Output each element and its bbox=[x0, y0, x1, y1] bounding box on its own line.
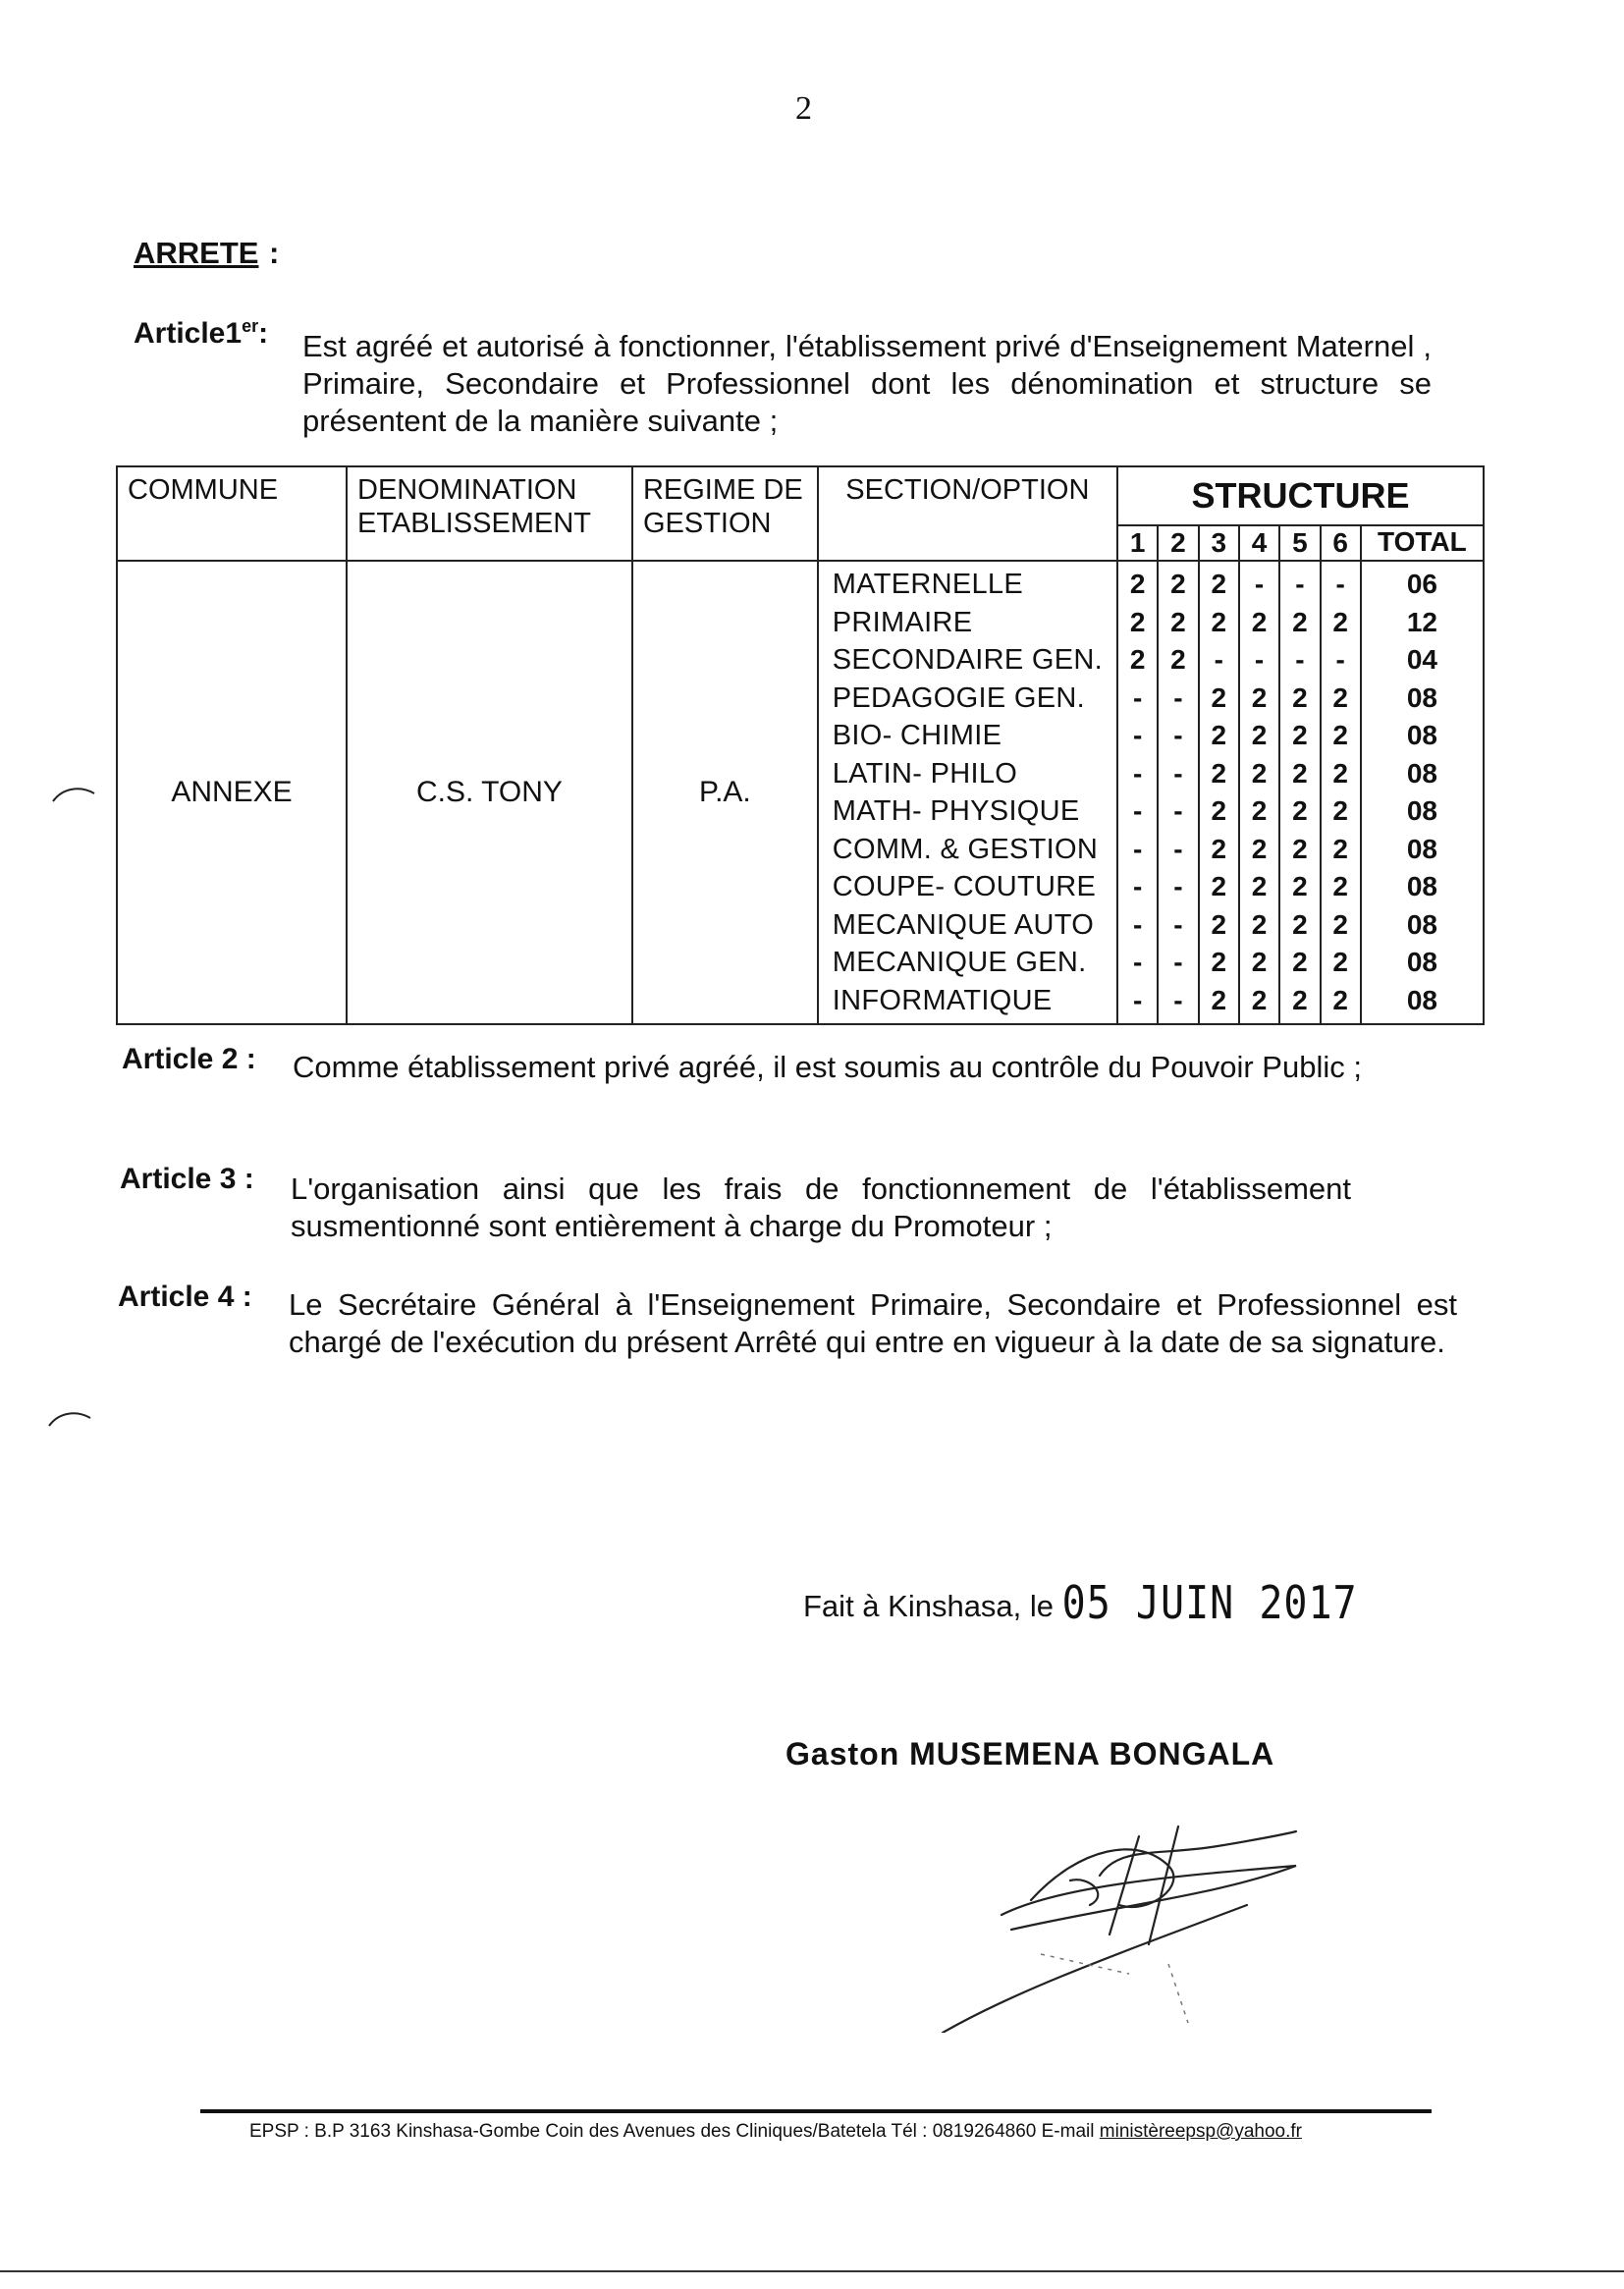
year-6-value: - bbox=[1335, 569, 1345, 599]
year-6-value: 2 bbox=[1332, 681, 1348, 713]
year-5-value: 2 bbox=[1292, 720, 1308, 750]
year-1-value: - bbox=[1132, 947, 1143, 977]
year-6-value: 2 bbox=[1332, 947, 1348, 977]
page-bottom-edge bbox=[0, 2270, 1624, 2272]
year-3-column bbox=[1199, 561, 1239, 1024]
page-number: 2 bbox=[795, 90, 812, 127]
year-6-value: 2 bbox=[1332, 757, 1348, 789]
header-section-option: SECTION/OPTION bbox=[818, 466, 1117, 561]
year-2-column bbox=[1158, 561, 1198, 1024]
year-5-value: 2 bbox=[1292, 757, 1308, 789]
year-1-value: 2 bbox=[1129, 569, 1146, 599]
year-4-value: 2 bbox=[1251, 795, 1268, 826]
total-value: 08 bbox=[1406, 720, 1437, 750]
year-2-value: 2 bbox=[1170, 569, 1186, 599]
section-option-item: INFORMATIQUE bbox=[832, 984, 1053, 1016]
year-1-value: - bbox=[1132, 681, 1143, 713]
article-4-text: Le Secrétaire Général à l'Enseignement Primaire, Secondaire et Professionnel est chargé de l'exécution du présent Arrêté qui entre en vigueur à la date de sa signature. bbox=[289, 1287, 1457, 1359]
header-year-6: 6 bbox=[1321, 525, 1361, 561]
year-4-value: 2 bbox=[1251, 947, 1268, 977]
section-option-item: PEDAGOGIE GEN. bbox=[832, 681, 1085, 714]
year-2-value: - bbox=[1173, 984, 1183, 1015]
footer bbox=[249, 2121, 1302, 2143]
article-1-text: Est agréé et autorisé à fonctionner, l'établissement privé d'Enseignement Maternel , Primaire, Secondaire et Professionnel dont les dénomination et structure se présentent de la manière suivante ; bbox=[302, 329, 1432, 438]
year-6-value: 2 bbox=[1332, 908, 1348, 940]
article-3-label: Article 3 : bbox=[120, 1163, 254, 1195]
article-1-label: Article1er: bbox=[134, 316, 269, 350]
total-value: 08 bbox=[1406, 947, 1437, 977]
margin-mark-top bbox=[51, 782, 96, 805]
year-3-value: 2 bbox=[1211, 833, 1227, 864]
year-4-value: - bbox=[1254, 644, 1265, 675]
closing-place-date bbox=[803, 1577, 1358, 1630]
year-1-value: - bbox=[1132, 833, 1143, 864]
year-3-value: 2 bbox=[1211, 720, 1227, 750]
section-option-item: SECONDAIRE GEN. bbox=[832, 644, 1103, 676]
margin-mark-bottom bbox=[47, 1406, 92, 1430]
year-5-value: 2 bbox=[1292, 947, 1308, 977]
header-regime: REGIME DE GESTION bbox=[632, 466, 818, 561]
year-2-value: - bbox=[1173, 833, 1183, 864]
year-2-value: - bbox=[1173, 947, 1183, 977]
arrete-heading: ARRETE bbox=[134, 236, 259, 270]
year-6-value: 2 bbox=[1332, 720, 1348, 750]
year-2-value: 2 bbox=[1170, 644, 1186, 675]
footer-email[interactable]: ministèreepsp@yahoo.fr bbox=[1099, 2121, 1302, 2142]
commune-cell: ANNEXE bbox=[117, 561, 347, 1024]
year-2-value: - bbox=[1173, 795, 1183, 826]
section-option-item: COMM. & GESTION bbox=[832, 833, 1099, 865]
article-2-text: Comme établissement privé agréé, il est soumis au contrôle du Pouvoir Public ; bbox=[293, 1050, 1362, 1084]
denomination-cell: C.S. TONY bbox=[347, 561, 632, 1024]
year-4-value: 2 bbox=[1251, 720, 1268, 750]
regime-cell: P.A. bbox=[632, 561, 818, 1024]
year-4-value: 2 bbox=[1251, 908, 1268, 940]
total-value: 08 bbox=[1406, 757, 1437, 789]
year-3-value: 2 bbox=[1211, 569, 1227, 599]
year-4-value: 2 bbox=[1251, 984, 1268, 1015]
year-5-value: 2 bbox=[1292, 984, 1308, 1015]
year-4-column bbox=[1239, 561, 1279, 1024]
year-6-value: 2 bbox=[1332, 606, 1348, 637]
year-5-value: 2 bbox=[1292, 833, 1308, 864]
section-option-item: MECANIQUE GEN. bbox=[832, 947, 1087, 978]
article-2-label: Article 2 : bbox=[122, 1043, 256, 1075]
year-2-value: - bbox=[1173, 908, 1183, 940]
total-value: 12 bbox=[1406, 606, 1437, 637]
year-4-value: 2 bbox=[1251, 681, 1268, 713]
article-3-text: L'organisation ainsi que les frais de fonctionnement de l'établissement susmentionné sont entièrement à charge du Promoteur ; bbox=[291, 1172, 1351, 1243]
year-3-value: 2 bbox=[1211, 795, 1227, 826]
signature-image bbox=[923, 1807, 1335, 2038]
article-4-label: Article 4 : bbox=[118, 1281, 252, 1313]
closing-place: Fait à Kinshasa, le bbox=[803, 1589, 1055, 1623]
year-1-value: - bbox=[1132, 871, 1143, 901]
total-value: 08 bbox=[1406, 795, 1437, 826]
header-year-4: 4 bbox=[1239, 525, 1279, 561]
year-6-value: 2 bbox=[1332, 984, 1348, 1015]
section-option-item: MATERNELLE bbox=[832, 569, 1023, 600]
year-6-value: - bbox=[1335, 644, 1345, 675]
year-3-value: 2 bbox=[1211, 757, 1227, 789]
year-4-value: 2 bbox=[1251, 871, 1268, 901]
total-value: 08 bbox=[1406, 681, 1437, 713]
header-structure: STRUCTURE bbox=[1117, 466, 1484, 525]
arrete-colon: : bbox=[269, 236, 280, 270]
year-1-value: - bbox=[1132, 757, 1143, 789]
section-option-item: LATIN- PHILO bbox=[832, 757, 1018, 790]
total-value: 06 bbox=[1406, 569, 1437, 599]
section-option-item: BIO- CHIMIE bbox=[832, 720, 1002, 751]
year-5-value: 2 bbox=[1292, 795, 1308, 826]
section-option-item: MATH- PHYSIQUE bbox=[832, 795, 1080, 827]
year-2-value: - bbox=[1173, 757, 1183, 789]
year-5-column bbox=[1279, 561, 1320, 1024]
year-1-column bbox=[1117, 561, 1158, 1024]
year-4-value: 2 bbox=[1251, 757, 1268, 789]
date-stamp: 05 JUIN 2017 bbox=[1061, 1577, 1358, 1630]
header-year-5: 5 bbox=[1279, 525, 1320, 561]
year-6-value: 2 bbox=[1332, 795, 1348, 826]
year-3-value: 2 bbox=[1211, 871, 1227, 901]
footer-divider bbox=[200, 2109, 1432, 2113]
year-4-value: 2 bbox=[1251, 833, 1268, 864]
total-value: 08 bbox=[1406, 908, 1437, 940]
year-1-value: - bbox=[1132, 984, 1143, 1015]
header-year-3: 3 bbox=[1199, 525, 1239, 561]
year-5-value: 2 bbox=[1292, 606, 1308, 637]
total-value: 08 bbox=[1406, 984, 1437, 1015]
year-5-value: - bbox=[1295, 644, 1305, 675]
year-2-value: - bbox=[1173, 871, 1183, 901]
year-5-value: - bbox=[1295, 569, 1305, 599]
header-denomination: DENOMINATION ETABLISSEMENT bbox=[347, 466, 632, 561]
year-5-value: 2 bbox=[1292, 908, 1308, 940]
year-6-column bbox=[1321, 561, 1361, 1024]
year-3-value: - bbox=[1214, 644, 1223, 675]
year-3-value: 2 bbox=[1211, 606, 1227, 637]
year-2-value: - bbox=[1173, 720, 1183, 750]
signer-name: Gaston MUSEMENA BONGALA bbox=[785, 1736, 1275, 1771]
section-option-item: PRIMAIRE bbox=[832, 606, 973, 638]
year-3-value: 2 bbox=[1211, 947, 1227, 977]
structure-table bbox=[116, 465, 1485, 1025]
year-3-value: 2 bbox=[1211, 984, 1227, 1015]
year-6-value: 2 bbox=[1332, 833, 1348, 864]
footer-address: EPSP : B.P 3163 Kinshasa-Gombe Coin des Avenues des Cliniques/Batetela Tél : 0819264860 E-mail bbox=[249, 2121, 1095, 2142]
year-1-value: - bbox=[1132, 720, 1143, 750]
year-5-value: 2 bbox=[1292, 871, 1308, 901]
header-commune: COMMUNE bbox=[117, 466, 347, 561]
year-1-value: 2 bbox=[1129, 644, 1146, 675]
section-option-item: COUPE- COUTURE bbox=[832, 871, 1097, 902]
total-column bbox=[1361, 561, 1484, 1024]
year-2-value: 2 bbox=[1170, 606, 1186, 637]
year-5-value: 2 bbox=[1292, 681, 1308, 713]
total-value: 08 bbox=[1406, 871, 1437, 901]
year-1-value: - bbox=[1132, 908, 1143, 940]
table-body-row bbox=[117, 561, 1484, 1024]
header-year-2: 2 bbox=[1158, 525, 1198, 561]
section-option-item: MECANIQUE AUTO bbox=[832, 908, 1095, 941]
year-1-value: - bbox=[1132, 795, 1143, 826]
table-header-row bbox=[117, 466, 1484, 525]
total-value: 04 bbox=[1406, 644, 1437, 675]
header-total: TOTAL bbox=[1361, 525, 1484, 561]
year-4-value: 2 bbox=[1251, 606, 1268, 637]
header-year-1: 1 bbox=[1117, 525, 1158, 561]
year-2-value: - bbox=[1173, 681, 1183, 713]
year-4-value: - bbox=[1254, 569, 1265, 599]
year-3-value: 2 bbox=[1211, 681, 1227, 713]
section-option-column bbox=[818, 561, 1117, 1024]
total-value: 08 bbox=[1406, 833, 1437, 864]
year-6-value: 2 bbox=[1332, 871, 1348, 901]
year-3-value: 2 bbox=[1211, 908, 1227, 940]
year-1-value: 2 bbox=[1129, 606, 1146, 637]
